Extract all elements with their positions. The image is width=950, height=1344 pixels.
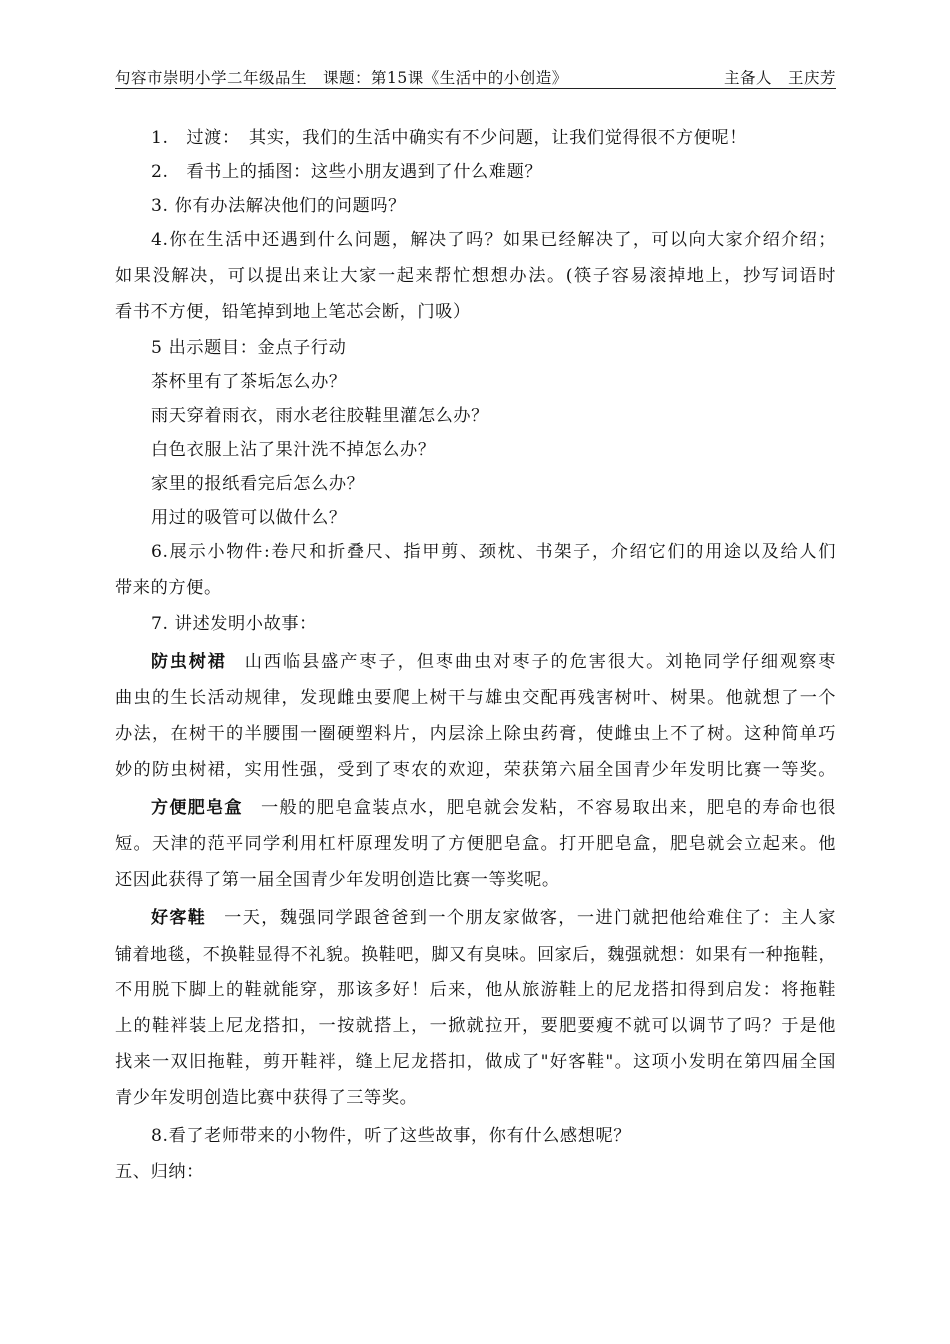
step-5: 5 出示题目：金点子行动 bbox=[151, 338, 347, 358]
story-1-text: 山西临县盛产枣子，但枣曲虫对枣子的危害很大。刘艳同学仔细观察枣 bbox=[244, 652, 836, 672]
step-6-line-2: 带来的方便。 bbox=[115, 578, 222, 598]
story-2-line-2: 短。天津的范平同学利用杠杆原理发明了方便肥皂盒。打开肥皂盒，肥皂就会立起来。他 bbox=[115, 834, 836, 854]
story-3-text: 一天，魏强同学跟爸爸到一个朋友家做客，一进门就把他给难住了：主人家 bbox=[224, 908, 836, 928]
step-4-line-3: 看书不方便，铅笔掉到地上笔芯会断，门吸） bbox=[115, 302, 471, 322]
story-3-line-3: 不用脱下脚上的鞋就能穿，那该多好！后来，他从旅游鞋上的尼龙搭扣得到启发：将拖鞋 bbox=[115, 980, 836, 1000]
story-3-line-6: 青少年发明创造比赛中获得了三等奖。 bbox=[115, 1088, 418, 1108]
story-1-line-2: 曲虫的生长活动规律，发现雌虫要爬上树干与雄虫交配再残害树叶、树果。他就想了一个 bbox=[115, 688, 836, 708]
step-6-line-1: 6.展示小物件:卷尺和折叠尺、指甲剪、颈枕、书架子，介绍它们的用途以及给人们 bbox=[151, 542, 836, 562]
story-2-line-3: 还因此获得了第一届全国青少年发明创造比赛一等奖呢。 bbox=[115, 870, 560, 890]
story-1-line-1 bbox=[151, 650, 836, 674]
story-1-line-4: 妙的防虫树裙，实用性强，受到了枣农的欢迎，荣获第六届全国青少年发明比赛一等奖。 bbox=[115, 760, 836, 780]
story-2-line-1 bbox=[151, 796, 836, 820]
story-1-title: 防虫树裙 bbox=[151, 652, 227, 672]
step-1: 1. 过渡： 其实，我们的生活中确实有不少问题，让我们觉得很不方便呢！ bbox=[151, 128, 747, 148]
step-8: 8.看了老师带来的小物件，听了这些故事，你有什么感想呢？ bbox=[151, 1126, 632, 1146]
step-4-line-1: 4.你在生活中还遇到什么问题，解决了吗？如果已经解决了，可以向大家介绍介绍； bbox=[151, 230, 836, 250]
step-2: 2. 看书上的插图：这些小朋友遇到了什么难题？ bbox=[151, 162, 543, 182]
story-2-text: 一般的肥皂盒装点水，肥皂就会发粘，不容易取出来，肥皂的寿命也很 bbox=[260, 798, 837, 818]
question-2: 雨天穿着雨衣，雨水老往胶鞋里灌怎么办？ bbox=[151, 406, 489, 426]
step-7: 7. 讲述发明小故事： bbox=[151, 614, 317, 634]
page-header bbox=[115, 64, 836, 89]
story-1-line-3: 办法，在树干的半腰围一圈硬塑料片，内层涂上除虫药膏，使雌虫上不了树。这种简单巧 bbox=[115, 724, 836, 744]
story-3-line-2: 铺着地毯，不换鞋显得不礼貌。换鞋吧，脚又有臭味。回家后，魏强就想：如果有一种拖鞋， bbox=[115, 944, 836, 964]
question-1: 茶杯里有了茶垢怎么办？ bbox=[151, 372, 347, 392]
header-title: 句容市崇明小学二年级品生 课题：第15课《生活中的小创造》 bbox=[115, 69, 568, 87]
question-4: 家里的报纸看完后怎么办？ bbox=[151, 474, 365, 494]
step-4-line-2: 如果没解决，可以提出来让大家一起来帮忙想想办法。(筷子容易滚掉地上，抄写词语时 bbox=[115, 266, 836, 286]
story-3-line-1 bbox=[151, 906, 836, 930]
section-5-heading: 五、归纳： bbox=[115, 1162, 204, 1182]
question-3: 白色衣服上沾了果汁洗不掉怎么办？ bbox=[151, 440, 436, 460]
question-5: 用过的吸管可以做什么？ bbox=[151, 508, 347, 528]
story-2-title: 方便肥皂盒 bbox=[151, 798, 243, 818]
step-3: 3. 你有办法解决他们的问题吗？ bbox=[151, 196, 406, 216]
story-3-line-4: 上的鞋袢装上尼龙搭扣，一按就搭上，一掀就拉开，要肥要瘦不就可以调节了吗？于是他 bbox=[115, 1016, 836, 1036]
story-3-title: 好客鞋 bbox=[151, 908, 207, 928]
story-3-line-5: 找来一双旧拖鞋，剪开鞋袢，缝上尼龙搭扣，做成了"好客鞋"。这项小发明在第四届全国 bbox=[115, 1052, 836, 1072]
header-author: 主备人 王庆芳 bbox=[723, 69, 836, 87]
